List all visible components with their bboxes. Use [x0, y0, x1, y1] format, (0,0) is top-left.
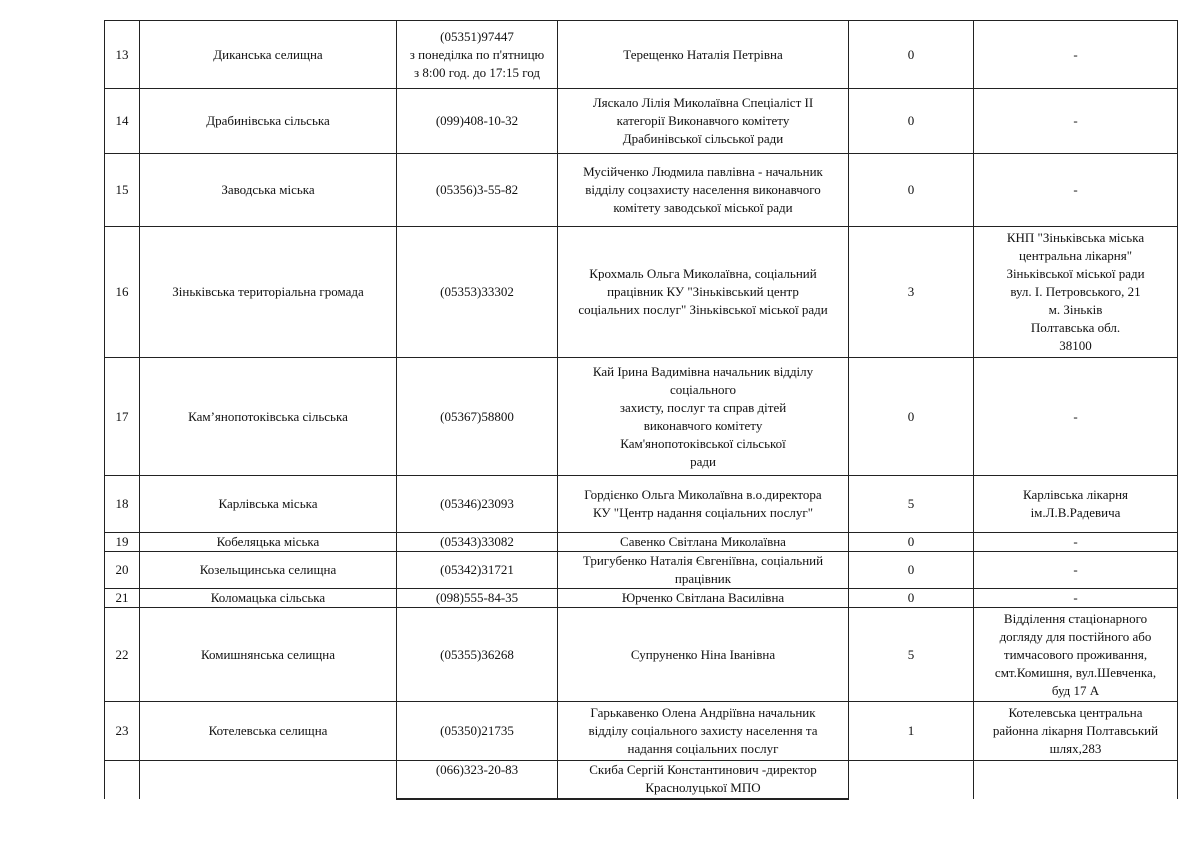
- phone-number: (05342)31721: [397, 552, 558, 589]
- responsible-person: Супруненко Ніна Іванівна: [558, 608, 849, 702]
- persons-count: 5: [849, 476, 974, 533]
- facility-info: -: [974, 552, 1178, 589]
- facility-info: -: [974, 358, 1178, 476]
- row-number: 21: [105, 589, 140, 608]
- row-number: 15: [105, 154, 140, 227]
- community-name: Диканська селищна: [140, 21, 397, 89]
- table-row: [105, 533, 1178, 552]
- table-row: [105, 154, 1178, 227]
- persons-count: [849, 761, 974, 799]
- table-row: [105, 608, 1178, 702]
- facility-info: Відділення стаціонарного догляду для постійного або тимчасового проживання, смт.Комишня, вул.Шевченка, буд 17 А: [974, 608, 1178, 702]
- table-row: [105, 89, 1178, 154]
- facility-info: -: [974, 21, 1178, 89]
- responsible-person: Скиба Сергій Константинович -директор Краснолуцької МПО: [558, 761, 849, 799]
- responsible-person: Терещенко Наталія Петрівна: [558, 21, 849, 89]
- row-number: 22: [105, 608, 140, 702]
- row-number: 16: [105, 227, 140, 358]
- phone-number: (05346)23093: [397, 476, 558, 533]
- persons-count: 0: [849, 533, 974, 552]
- persons-count: 0: [849, 21, 974, 89]
- persons-count: 0: [849, 358, 974, 476]
- row-number: [105, 761, 140, 799]
- phone-number: (05355)36268: [397, 608, 558, 702]
- phone-number: (05356)3-55-82: [397, 154, 558, 227]
- facility-info: -: [974, 533, 1178, 552]
- table-row: [105, 552, 1178, 589]
- persons-count: 0: [849, 552, 974, 589]
- responsible-person: Крохмаль Ольга Миколаївна, соціальний працівник КУ "Зіньківський центр соціальних послуг" Зіньківської міської ради: [558, 227, 849, 358]
- facility-info: [974, 761, 1178, 799]
- row-number: 18: [105, 476, 140, 533]
- community-name: [140, 761, 397, 799]
- facility-info: Котелевська центральна районна лікарня Полтавський шлях,283: [974, 702, 1178, 761]
- community-name: Кобеляцька міська: [140, 533, 397, 552]
- facility-info: -: [974, 154, 1178, 227]
- phone-number: (05350)21735: [397, 702, 558, 761]
- row-number: 23: [105, 702, 140, 761]
- community-name: Комишнянська селищна: [140, 608, 397, 702]
- responsible-person: Тригубенко Наталія Євгеніївна, соціальний працівник: [558, 552, 849, 589]
- persons-count: 0: [849, 89, 974, 154]
- community-name: Кам’янопотоківська сільська: [140, 358, 397, 476]
- phone-number: (066)323-20-83: [397, 761, 558, 799]
- responsible-person: Юрченко Світлана Василівна: [558, 589, 849, 608]
- row-number: 14: [105, 89, 140, 154]
- table-row: [105, 476, 1178, 533]
- community-name: Заводська міська: [140, 154, 397, 227]
- responsible-person: Гордієнко Ольга Миколаївна в.о.директора КУ "Центр надання соціальних послуг": [558, 476, 849, 533]
- table-row: [105, 702, 1178, 761]
- row-number: 17: [105, 358, 140, 476]
- responsible-person: Ляскало Лілія Миколаївна Спеціаліст ІІ категорії Виконавчого комітету Драбинівської сільської ради: [558, 89, 849, 154]
- table-row: [105, 761, 1178, 799]
- community-name: Драбинівська сільська: [140, 89, 397, 154]
- responsible-person: Мусійченко Людмила павлівна - начальник відділу соцзахисту населення виконавчого комітету заводської міської ради: [558, 154, 849, 227]
- facility-info: КНП "Зіньківська міська центральна лікарня" Зіньківської міської ради вул. І. Петровського, 21 м. Зіньків Полтавська обл. 38100: [974, 227, 1178, 358]
- phone-number: (05351)97447 з понеділка по п'ятницю з 8:00 год. до 17:15 год: [397, 21, 558, 89]
- table-body: [105, 21, 1178, 799]
- community-name: Коломацька сільська: [140, 589, 397, 608]
- community-name: Котелевська селищна: [140, 702, 397, 761]
- phone-number: (099)408-10-32: [397, 89, 558, 154]
- table-row: [105, 21, 1178, 89]
- facility-info: -: [974, 89, 1178, 154]
- responsible-person: Гарькавенко Олена Андріївна начальник відділу соціального захисту населення та надання соціальних послуг: [558, 702, 849, 761]
- facility-info: -: [974, 589, 1178, 608]
- persons-count: 5: [849, 608, 974, 702]
- community-name: Карлівська міська: [140, 476, 397, 533]
- responsible-person: Савенко Світлана Миколаївна: [558, 533, 849, 552]
- table-row: [105, 358, 1178, 476]
- phone-number: (05343)33082: [397, 533, 558, 552]
- row-number: 13: [105, 21, 140, 89]
- community-name: Козельщинська селищна: [140, 552, 397, 589]
- phone-number: (05353)33302: [397, 227, 558, 358]
- table-row: [105, 589, 1178, 608]
- table-row: [105, 227, 1178, 358]
- community-name: Зіньківська територіальна громада: [140, 227, 397, 358]
- responsible-person: Кай Ірина Вадимівна начальник відділу соціального захисту, послуг та справ дітей виконавчого комітету Кам'янопотоківської сільської ради: [558, 358, 849, 476]
- row-number: 20: [105, 552, 140, 589]
- persons-count: 1: [849, 702, 974, 761]
- phone-number: (05367)58800: [397, 358, 558, 476]
- social-services-table: [104, 20, 1178, 800]
- row-number: 19: [105, 533, 140, 552]
- persons-count: 0: [849, 154, 974, 227]
- persons-count: 0: [849, 589, 974, 608]
- persons-count: 3: [849, 227, 974, 358]
- facility-info: Карлівська лікарня ім.Л.В.Радевича: [974, 476, 1178, 533]
- phone-number: (098)555-84-35: [397, 589, 558, 608]
